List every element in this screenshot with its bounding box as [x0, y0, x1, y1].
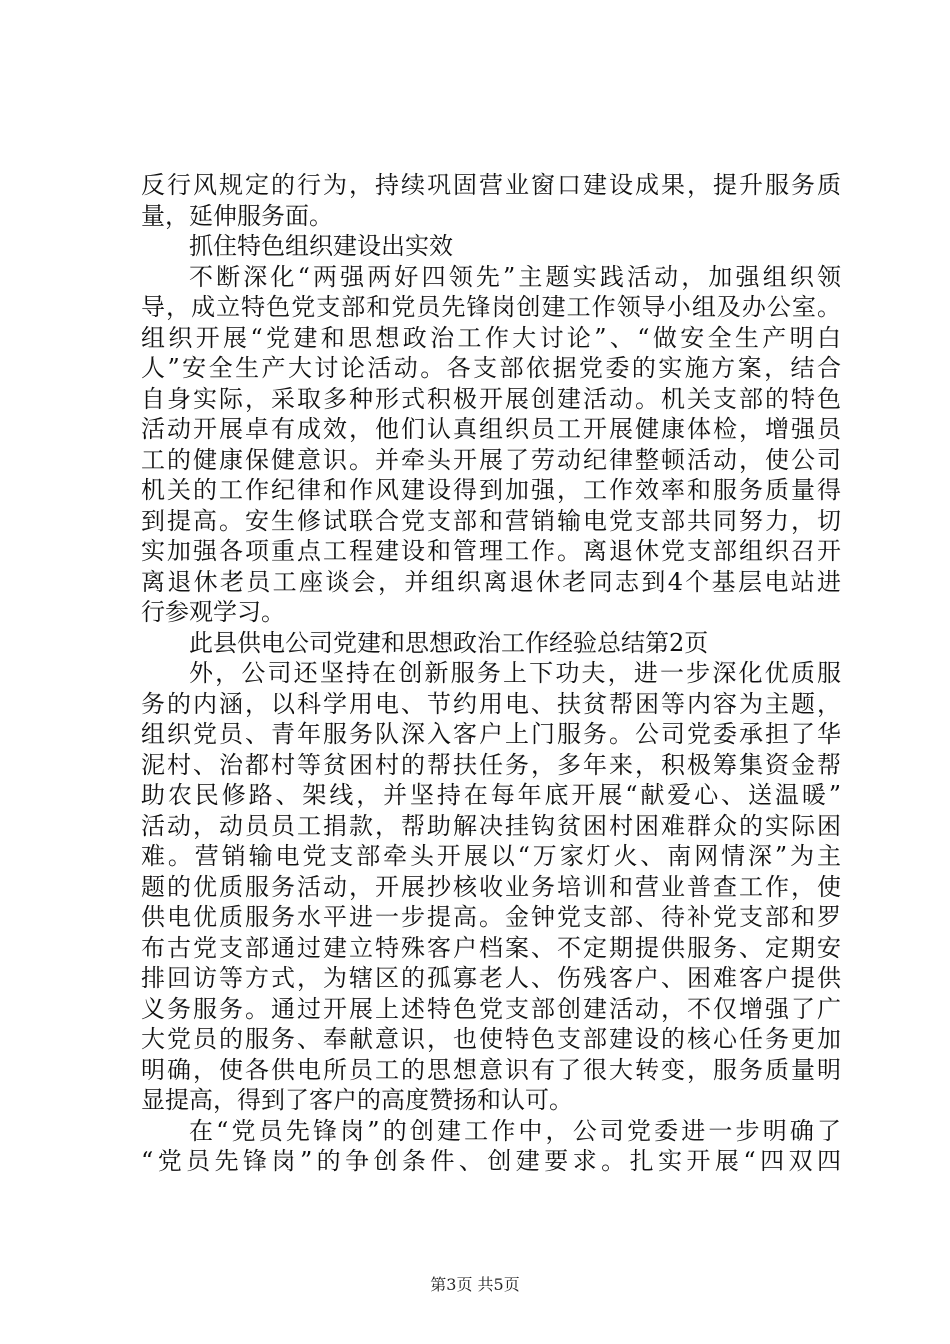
text-line: 活动开展卓有成效，他们认真组织员工开展健康体检，增强员 [141, 415, 841, 443]
text-line: 导，成立特色党支部和党员先锋岗创建工作领导小组及办公室。 [141, 293, 841, 321]
text-line: 排回访等方式，为辖区的孤寡老人、伤残客户、困难客户提供 [141, 964, 841, 992]
text-line: 助农民修路、架线，并坚持在每年底开展“献爱心、送温暖” [141, 781, 841, 809]
text-line: 反行风规定的行为，持续巩固营业窗口建设成果，提升服务质 [141, 171, 841, 199]
text-line: 外，公司还坚持在创新服务上下功夫，进一步深化优质服 [189, 659, 841, 687]
text-line: 离退休老员工座谈会，并组织离退休老同志到4个基层电站进 [141, 567, 841, 596]
text-line: 抓住特色组织建设出实效 [189, 232, 453, 260]
text-line: 务的内涵，以科学用电、节约用电、扶贫帮困等内容为主题， [141, 689, 841, 718]
text-line: 不断深化“两强两好四领先”主题实践活动，加强组织领 [189, 262, 841, 291]
text-line: 义务服务。通过开展上述特色党支部创建活动，不仅增强了广 [141, 994, 841, 1023]
text-line: 实加强各项重点工程建设和管理工作。离退休党支部组织召开 [141, 537, 841, 565]
text-line: 人”安全生产大讨论活动。各支部依据党委的实施方案，结合 [141, 354, 841, 382]
document-body [141, 170, 841, 1177]
text-line: 工的健康保健意识。并牵头开展了劳动纪律整顿活动，使公司 [141, 445, 841, 474]
text-line: “党员先锋岗”的争创条件、创建要求。扎实开展“四双四 [141, 1147, 841, 1175]
text-line: 显提高，得到了客户的高度赞扬和认可。 [141, 1086, 573, 1114]
text-line: 到提高。安生修试联合党支部和营销输电党支部共同努力，切 [141, 506, 841, 535]
page-footer: 第3页 共5页 [430, 1275, 520, 1294]
text-line: 在“党员先锋岗”的创建工作中，公司党委进一步明确了 [189, 1116, 841, 1145]
text-line: 行参观学习。 [141, 598, 285, 626]
text-line: 布古党支部通过建立特殊客户档案、不定期提供服务、定期安 [141, 933, 841, 962]
text-line: 组织开展“党建和思想政治工作大讨论”、“做安全生产明白 [141, 323, 841, 352]
text-line: 供电优质服务水平进一步提高。金钟党支部、待补党支部和罗 [141, 903, 841, 931]
text-line: 此县供电公司党建和思想政治工作经验总结第2页 [189, 628, 709, 657]
text-line: 组织党员、青年服务队深入客户上门服务。公司党委承担了华 [141, 720, 841, 748]
text-line: 自身实际，采取多种形式积极开展创建活动。机关支部的特色 [141, 384, 841, 413]
text-line: 泥村、治都村等贫困村的帮扶任务，多年来，积极筹集资金帮 [141, 750, 841, 779]
text-line: 机关的工作纪律和作风建设得到加强，工作效率和服务质量得 [141, 476, 841, 504]
text-line: 难。营销输电党支部牵头开展以“万家灯火、南网情深”为主 [141, 842, 841, 870]
text-line: 大党员的服务、奉献意识，也使特色支部建设的核心任务更加 [141, 1025, 841, 1053]
text-line: 活动，动员员工捐款，帮助解决挂钩贫困村困难群众的实际困 [141, 811, 841, 840]
text-line: 明确，使各供电所员工的思想意识有了很大转变，服务质量明 [141, 1055, 841, 1084]
text-line: 量，延伸服务面。 [141, 201, 333, 230]
text-line: 题的优质服务活动，开展抄核收业务培训和营业普查工作，使 [141, 872, 841, 901]
